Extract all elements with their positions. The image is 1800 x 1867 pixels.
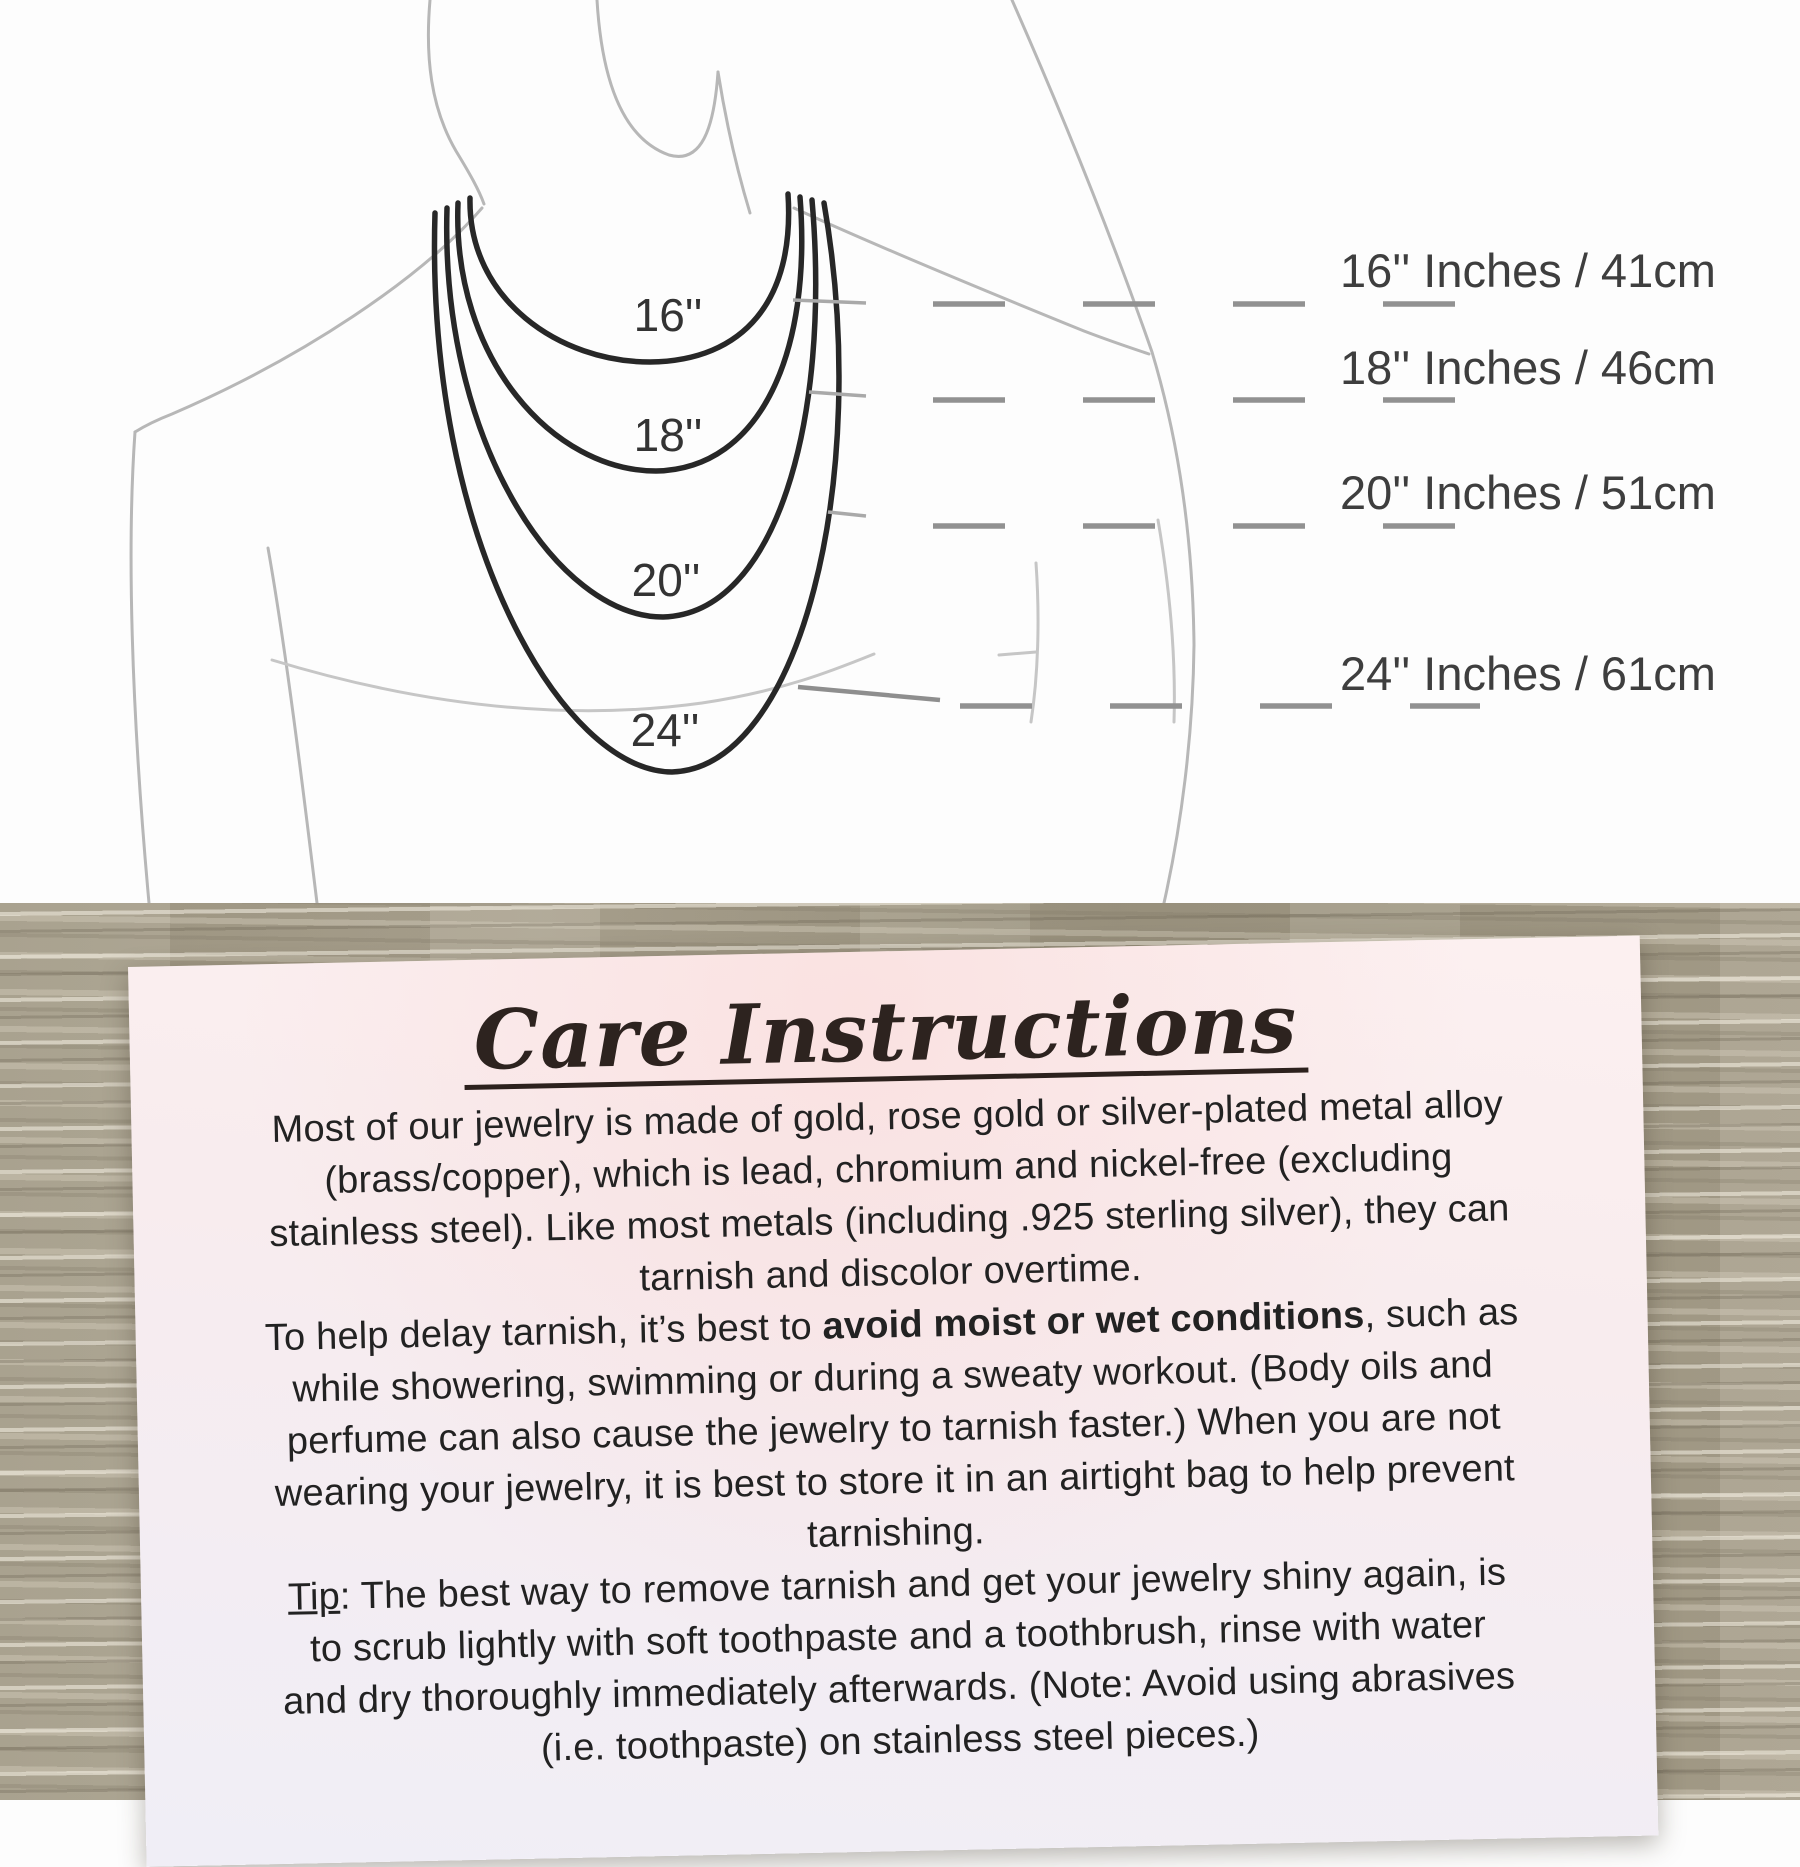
care-paragraph: Tip: The best way to remove tarnish and get your jewelry shiny again, is to scrub lightly with soft toothpaste and a toothbrush, rinse with water and dry thoroughly immediately afterwards. (Note: Avoid using abrasives (i.e. toothpaste) on stainless steel pieces.) [282,1551,1516,1770]
leader-20 [828,512,866,516]
chest-line [272,654,874,711]
necklace-chains [434,194,838,772]
necklace-18-arc [458,197,802,471]
figure-label-16: 16'' [633,289,703,341]
necklace-16-arc [470,194,789,362]
right-bust-horizontal-line [999,652,1036,655]
figure-label-24: 24'' [630,704,700,756]
care-paragraph: To help delay tarnish, it’s best to avoid moist or wet conditions, such as while showering, swimming or during a sweaty workout. (Body oils and perfume can also cause the jewelry to tarnish faster.) When you are not wearing your jewelry, it is best to store it in an airtight bag to help prevent tarnishing. [264,1291,1519,1557]
care-paragraphs [176,1077,1612,1782]
measurement-label-18: 18'' Inches / 46cm [1340,341,1716,394]
measurement-label-16: 16'' Inches / 41cm [1340,244,1716,297]
measurement-label-20: 20'' Inches / 51cm [1340,466,1716,519]
leader-18 [809,392,866,396]
care-instructions-card [128,936,1658,1867]
figure-label-18: 18'' [633,409,703,461]
left-shoulder-line [135,208,482,432]
right-neck-line [718,72,750,213]
right-arm-inner-line [1158,520,1174,722]
care-paragraph: Most of our jewelry is made of gold, rose gold or silver-plated metal alloy (brass/copper), which is lead, chromium and nickel-free (excluding stainless steel). Like most metals (including .925 sterling silver), they can tarnish and discolor overtime. [268,1083,1510,1300]
care-card-content [128,936,1657,1783]
right-shoulder-line [794,208,1149,354]
measurement-labels [1340,244,1716,700]
leader-24 [798,687,940,700]
leader-16 [793,300,866,303]
left-face-line [428,0,484,204]
right-bust-vertical-line [1031,563,1038,722]
chin-line [597,0,718,156]
left-side-line [268,548,317,903]
necklace-size-chart-svg [0,0,1800,903]
measurement-label-24: 24'' Inches / 61cm [1340,647,1716,700]
figure-label-20: 20'' [631,554,701,606]
left-arm-line [131,432,149,903]
care-card-title: Care Instructions [463,983,1308,1091]
right-hair-line [1012,0,1194,903]
necklace-size-diagram [0,0,1800,903]
